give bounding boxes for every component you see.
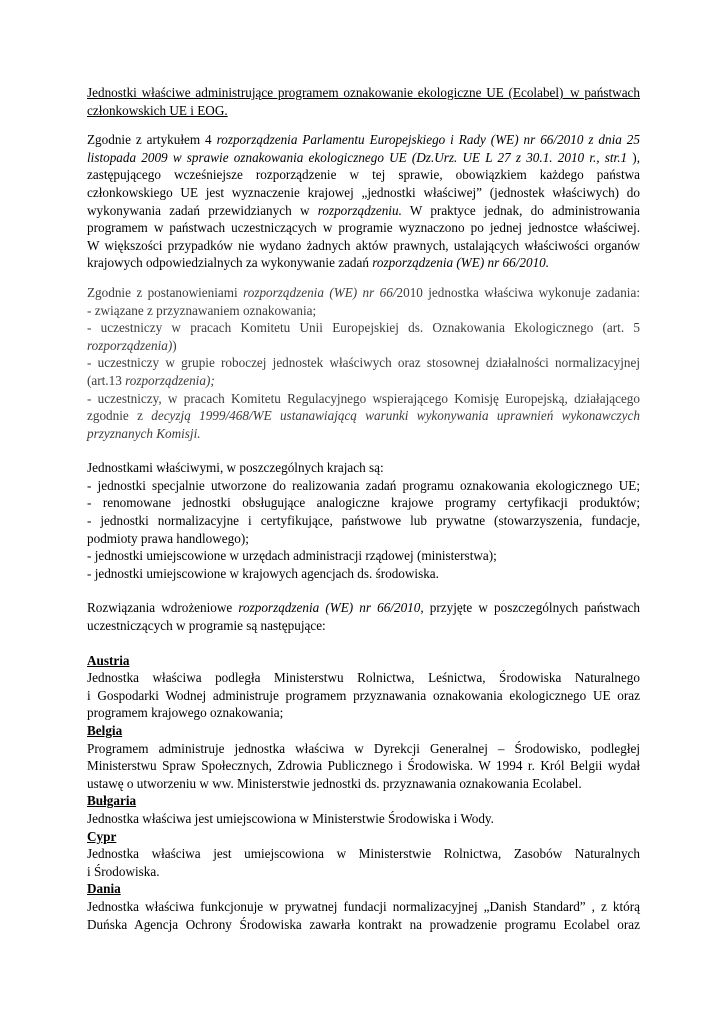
country-description-line: Jednostka właściwa podległa Ministerstwu Rolnictwa, Leśnictwa, Środowiska Naturalnego (87, 670, 640, 686)
country-description-line: programem krajowego oznakowania; (87, 705, 284, 721)
country-description-line: Jednostka właściwa funkcjonuje w prywatnej fundacji normalizacyjnej „Danish Standard” , z którą (87, 898, 640, 914)
country-name: Dania (87, 881, 121, 897)
text-segment: - uczestniczy w pracach Komitetu Unii Europejskiej ds. Oznakowania Ekologicznego (art. 5 (87, 320, 640, 336)
italic-text: listopada 2009 w sprawie oznakowania ekologicznego UE (Dz.Urz. UE L 27 z 30.1. 2010 r., str.1 (87, 149, 628, 165)
text-segment: uczestniczących w programie są następujące: (87, 618, 326, 634)
text-line (87, 390, 640, 408)
text-line (87, 337, 640, 355)
text-segment: - renomowane jednostki obsługujące analogiczne krajowe programy certyfikacji produktów; (87, 495, 640, 511)
text-line (87, 407, 640, 425)
country-list (87, 652, 640, 934)
text-line (87, 254, 640, 272)
text-segment: członkowskiego UE jest wyznaczenie krajowej „jednostki właściwej” (jednostek właściwych) do (87, 184, 640, 200)
text-line (87, 149, 640, 167)
text-segment: zgodnie z (87, 408, 152, 424)
country-description-line: Ministerstwu Spraw Społecznych, Zdrowia Publicznego i Środowiska. W 1994 r. Król Belgii wydał (87, 758, 640, 774)
document-page (87, 84, 640, 933)
italic-text: rozporządzenia Parlamentu Europejskiego i Rady (WE) nr 66/2010 z dnia 25 (216, 132, 640, 148)
text-segment: - jednostki normalizacyjne i certyfikujące, państwowe lub prywatne (stowarzyszenia, fundacje, (87, 513, 640, 529)
text-line (87, 512, 640, 530)
country-entry (87, 828, 640, 881)
text-segment: krajowych odpowiedzialnych za wykonywanie zadań (87, 255, 373, 271)
text-segment: W większości przypadków nie wydano żadnych aktów prawnych, ustalających właściwości organów (87, 237, 640, 253)
italic-text: rozporządzenia (WE) nr 66/ (243, 284, 397, 300)
text-segment: - jednostki specjalnie utworzone do realizowania zadań programu oznakowania ekologicznego UE; (87, 477, 640, 493)
text-segment: zastępującego wcześniejsze rozporządzenie w tej sprawie, obowiązkiem każdego państwa (87, 167, 640, 183)
country-name: Bułgaria (87, 793, 137, 809)
text-line (87, 302, 640, 320)
country-name: Cypr (87, 828, 117, 844)
country-entry (87, 652, 640, 722)
text-line (87, 284, 640, 302)
text-line (87, 354, 640, 372)
country-description-line: Duńska Agencja Ochrony Środowiska zawarła kontrakt na prowadzenie programu Ecolabel oraz (87, 916, 640, 932)
paragraph-competent-body-tasks (87, 284, 640, 442)
country-name: Austria (87, 652, 130, 668)
text-line (87, 425, 640, 443)
italic-text: decyzją 1999/468/WE ustanawiającą warunki wykonywania uprawnień wykonawczych (151, 408, 640, 424)
text-line (87, 494, 640, 512)
document-heading: Jednostki właściwe administrujące programem oznakowanie ekologiczne UE (Ecolabel)_w państwach członkowskich UE i EOG. (87, 85, 640, 118)
italic-text: rozporządzeniu. (317, 202, 402, 218)
text-segment: - uczestniczy w grupie roboczej jednostek właściwych oraz stosownej działalności normalizacyjnej (87, 355, 640, 371)
text-line (87, 202, 640, 220)
text-line (87, 477, 640, 495)
country-description-line: Programem administruje jednostka właściwa w Dyrekcji Generalnej – Środowisko, podległej (87, 740, 640, 756)
text-segment: Jednostkami właściwymi, w poszczególnych krajach są: (87, 460, 384, 476)
text-segment: przyjęte w poszczególnych państwach (423, 600, 640, 616)
paragraph-competent-body-types (87, 459, 640, 582)
country-description-line: Jednostka właściwa jest umiejscowiona w Ministerstwie Środowiska i Wody. (87, 810, 494, 826)
country-entry (87, 880, 640, 933)
italic-text: rozporządzenia (WE) nr 66/2010. (372, 255, 550, 271)
text-line (87, 459, 640, 477)
text-segment: programem w państwach uczestniczących w programie wyznaczono po jednej jednostce właściwej. (87, 220, 640, 236)
italic-text: rozporządzenia (WE) nr 66/2010, (238, 600, 424, 616)
text-line (87, 547, 640, 565)
text-segment: wykonywania zadań przewidzianych w (87, 202, 318, 218)
country-description-line: ustawę o utworzeniu w ww. Ministerstwie jednostki ds. przyznawania oznakowania Ecolabel. (87, 775, 582, 791)
text-line (87, 237, 640, 255)
text-segment: Rozwiązania wdrożeniowe (87, 600, 239, 616)
country-entry (87, 722, 640, 792)
text-line (87, 565, 640, 583)
text-line (87, 166, 640, 184)
text-segment: 2010 jednostka właściwa wykonuje zadania: (396, 284, 640, 300)
text-line (87, 530, 640, 548)
text-segment: ) (172, 337, 177, 353)
text-line (87, 372, 640, 390)
paragraph-implementation-intro (87, 599, 640, 634)
paragraph-regulation-intro (87, 131, 640, 272)
text-segment: (art.13 (87, 372, 126, 388)
italic-text: rozporządzenia); (125, 372, 215, 388)
text-line (87, 599, 640, 617)
country-name: Belgia (87, 723, 123, 738)
country-description-line: Jednostka właściwa jest umiejscowiona w Ministerstwie Rolnictwa, Zasobów Naturalnych (87, 846, 640, 862)
country-description-line: i Środowiska. (87, 863, 160, 879)
text-line (87, 184, 640, 202)
text-line (87, 617, 640, 635)
text-segment: ), (627, 149, 640, 165)
text-line (87, 219, 640, 237)
text-segment: podmioty prawa handlowego); (87, 530, 249, 546)
text-segment: W praktyce jednak, do administrowania (401, 202, 640, 218)
text-segment: - jednostki umiejscowione w krajowych agencjach ds. środowiska. (87, 565, 439, 581)
country-entry (87, 792, 640, 827)
text-line (87, 131, 640, 149)
text-segment: - jednostki umiejscowione w urzędach administracji rządowej (ministerstwa); (87, 548, 497, 564)
text-line (87, 319, 640, 337)
text-segment: - uczestniczy, w pracach Komitetu Regulacyjnego wspierającego Komisję Europejską, działającego (87, 390, 640, 406)
country-description-line: i Gospodarki Wodnej administruje programem przyznawania oznakowania ekologicznego UE oraz (87, 687, 640, 703)
italic-text: przyznanych Komisji. (87, 425, 201, 441)
text-segment: - związane z przyznawaniem oznakowania; (87, 302, 317, 318)
text-segment: Zgodnie z artykułem 4 (87, 132, 217, 148)
italic-text: rozporządzenia) (87, 337, 173, 353)
text-segment: Zgodnie z postanowieniami (87, 284, 244, 300)
